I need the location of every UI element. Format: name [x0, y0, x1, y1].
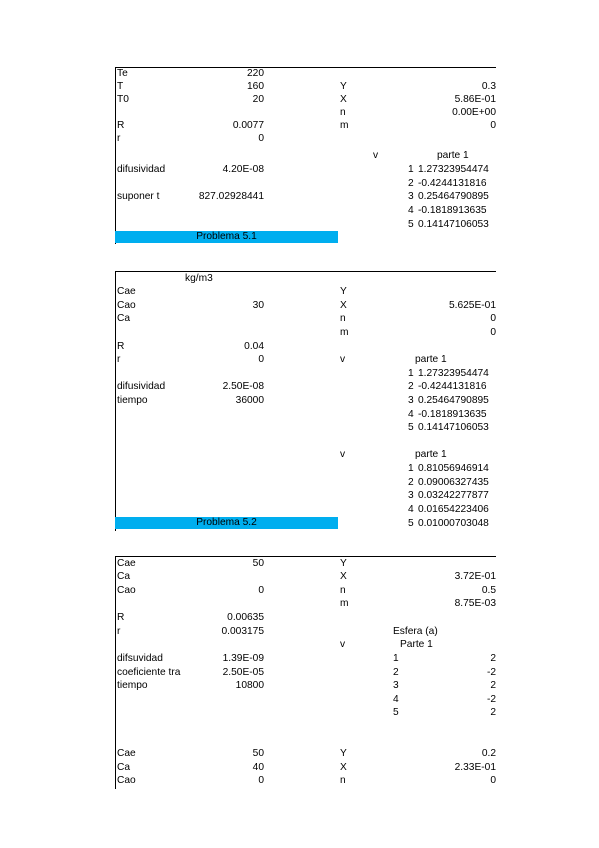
var-label: X — [340, 571, 347, 582]
param-value: 30 — [252, 300, 264, 311]
v-label: v — [340, 449, 346, 460]
param-value: 20 — [252, 94, 264, 105]
var-value: 0 — [490, 313, 496, 324]
problem-label: Problema 5.2 — [196, 517, 257, 528]
var-value: 5.625E-01 — [448, 300, 496, 311]
series-value: 2 — [490, 680, 496, 691]
param-value: 50 — [252, 558, 264, 569]
param-value: 0 — [258, 133, 264, 144]
difusividad-label: difusividad — [117, 164, 166, 175]
series-value: -2 — [486, 667, 496, 678]
sheet-top-border — [115, 67, 496, 68]
param-value: 0 — [258, 585, 264, 596]
var-label: X — [340, 300, 347, 311]
series-index: 5 — [408, 422, 414, 433]
param-value: 0 — [258, 775, 264, 786]
series-index: 4 — [408, 504, 414, 515]
series-index: 5 — [408, 518, 414, 529]
row-value: 1.39E-09 — [222, 653, 264, 664]
tiempo-label: tiempo — [117, 395, 148, 406]
var-label: Y — [340, 748, 347, 759]
param-label: R — [117, 120, 125, 131]
series-value: -0.4244131816 — [418, 381, 487, 392]
sheet-left-border — [115, 67, 116, 244]
series-value: -0.4244131816 — [418, 178, 487, 189]
series-index: 1 — [408, 463, 414, 474]
series-index: 3 — [393, 680, 399, 691]
param-label: Cae — [117, 558, 136, 569]
param-value: 0.0077 — [232, 120, 264, 131]
difusividad-value: 2.50E-08 — [222, 381, 264, 392]
param-value: 160 — [247, 81, 264, 92]
param-label: r — [117, 354, 121, 365]
series-value: 0.01000703048 — [418, 518, 489, 529]
param-label: r — [117, 133, 121, 144]
var-label: m — [340, 598, 349, 609]
param-label: Cao — [117, 300, 136, 311]
parte-header: parte 1 — [415, 449, 447, 460]
param-label: T0 — [117, 94, 129, 105]
series-index: 3 — [408, 395, 414, 406]
param-label: Cae — [117, 286, 136, 297]
series-value: -0.1818913635 — [418, 409, 487, 420]
problem-label: Problema 5.1 — [196, 231, 257, 242]
param-label: Ca — [117, 571, 131, 582]
series-value: 1.27323954474 — [418, 164, 489, 175]
series-value: -0.1818913635 — [418, 205, 487, 216]
var-value: 0 — [490, 775, 496, 786]
esfera-label: Esfera (a) — [393, 626, 438, 637]
param-value: 0.003175 — [221, 626, 264, 637]
param-label: Cae — [117, 748, 136, 759]
problem-banner — [115, 231, 338, 243]
var-value: 0.3 — [481, 81, 496, 92]
series-index: 1 — [393, 653, 399, 664]
param-value: 0 — [258, 354, 264, 365]
series-value: 0.09006327435 — [418, 477, 489, 488]
difusividad-value: 4.20E-08 — [222, 164, 264, 175]
parte-header: parte 1 — [437, 150, 469, 161]
problem-5-2-sheet — [115, 271, 496, 531]
var-label: Y — [340, 558, 347, 569]
param-label: Cao — [117, 585, 136, 596]
series-index: 3 — [408, 191, 414, 202]
series-value: 0.14147106053 — [418, 219, 489, 230]
series-index: 4 — [408, 409, 414, 420]
sheet-left-border — [115, 271, 116, 531]
param-value: 50 — [252, 748, 264, 759]
param-label: R — [117, 341, 125, 352]
var-label: m — [340, 120, 349, 131]
row-label: coeficiente tra — [117, 667, 181, 678]
series-value: -2 — [486, 694, 496, 705]
series-index: 5 — [408, 219, 414, 230]
var-value: 3.72E-01 — [454, 571, 496, 582]
series-index: 3 — [408, 490, 414, 501]
var-value: 8.75E-03 — [454, 598, 496, 609]
var-label: n — [340, 585, 346, 596]
var-label: n — [340, 313, 346, 324]
var-label: Y — [340, 286, 347, 297]
var-label: n — [340, 107, 346, 118]
row-value: 10800 — [235, 680, 264, 691]
var-value: 0 — [490, 327, 496, 338]
suponer-label: suponer t — [117, 191, 160, 202]
var-label: v — [340, 354, 346, 365]
tiempo-value: 36000 — [235, 395, 264, 406]
series-value: 2 — [490, 653, 496, 664]
row-value: 2.50E-05 — [222, 667, 264, 678]
series-value: 1.27323954474 — [418, 368, 489, 379]
var-value: 0 — [490, 120, 496, 131]
series-value: 2 — [490, 707, 496, 718]
difusividad-label: difusividad — [117, 381, 166, 392]
series-index: 2 — [408, 477, 414, 488]
row-label: tiempo — [117, 680, 148, 691]
var-label: X — [340, 94, 347, 105]
param-value: 0.00635 — [227, 612, 264, 623]
param-label: Ca — [117, 762, 131, 773]
series-value: 0.25464790895 — [418, 191, 489, 202]
v-label: v — [373, 150, 379, 161]
series-value: 0.03242277877 — [418, 490, 489, 501]
param-label: R — [117, 612, 125, 623]
series-value: 0.81056946914 — [418, 463, 489, 474]
param-label: T — [117, 81, 124, 92]
series-index: 1 — [408, 164, 414, 175]
series-index: 2 — [408, 178, 414, 189]
var-value: 2.33E-01 — [454, 762, 496, 773]
param-label: Te — [117, 68, 128, 79]
parte-header: Parte 1 — [400, 639, 433, 650]
series-index: 1 — [408, 368, 414, 379]
sheet-top-border — [115, 271, 496, 272]
var-value: 5.86E-01 — [454, 94, 496, 105]
series-index: 5 — [393, 707, 399, 718]
suponer-value: 827.02928441 — [198, 191, 264, 202]
series-value: 0.14147106053 — [418, 422, 489, 433]
param-value: 40 — [252, 762, 264, 773]
units-label: kg/m3 — [185, 273, 213, 284]
param-label: Cao — [117, 775, 136, 786]
problem-5-1-sheet — [115, 67, 496, 244]
series-index: 2 — [393, 667, 399, 678]
series-index: 4 — [393, 694, 399, 705]
series-index: 4 — [408, 205, 414, 216]
esfera-sheet — [115, 556, 496, 789]
row-label: difsuvidad — [117, 653, 163, 664]
var-value: 0.5 — [481, 585, 496, 596]
sheet-left-border — [115, 556, 116, 789]
series-value: 0.25464790895 — [418, 395, 489, 406]
problem-banner — [115, 517, 338, 529]
series-value: 0.01654223406 — [418, 504, 489, 515]
var-label: n — [340, 775, 346, 786]
sheet-top-border — [115, 556, 496, 557]
param-label: r — [117, 626, 121, 637]
var-value: 0.2 — [481, 748, 496, 759]
var-label: m — [340, 327, 349, 338]
var-label: Y — [340, 81, 347, 92]
var-label: X — [340, 762, 347, 773]
param-label: Ca — [117, 313, 131, 324]
var-value: 0.00E+00 — [452, 107, 496, 118]
param-value: 220 — [247, 68, 264, 79]
v-label: v — [340, 639, 346, 650]
param-value: 0.04 — [244, 341, 264, 352]
series-index: 2 — [408, 381, 414, 392]
parte-header: parte 1 — [415, 354, 447, 365]
